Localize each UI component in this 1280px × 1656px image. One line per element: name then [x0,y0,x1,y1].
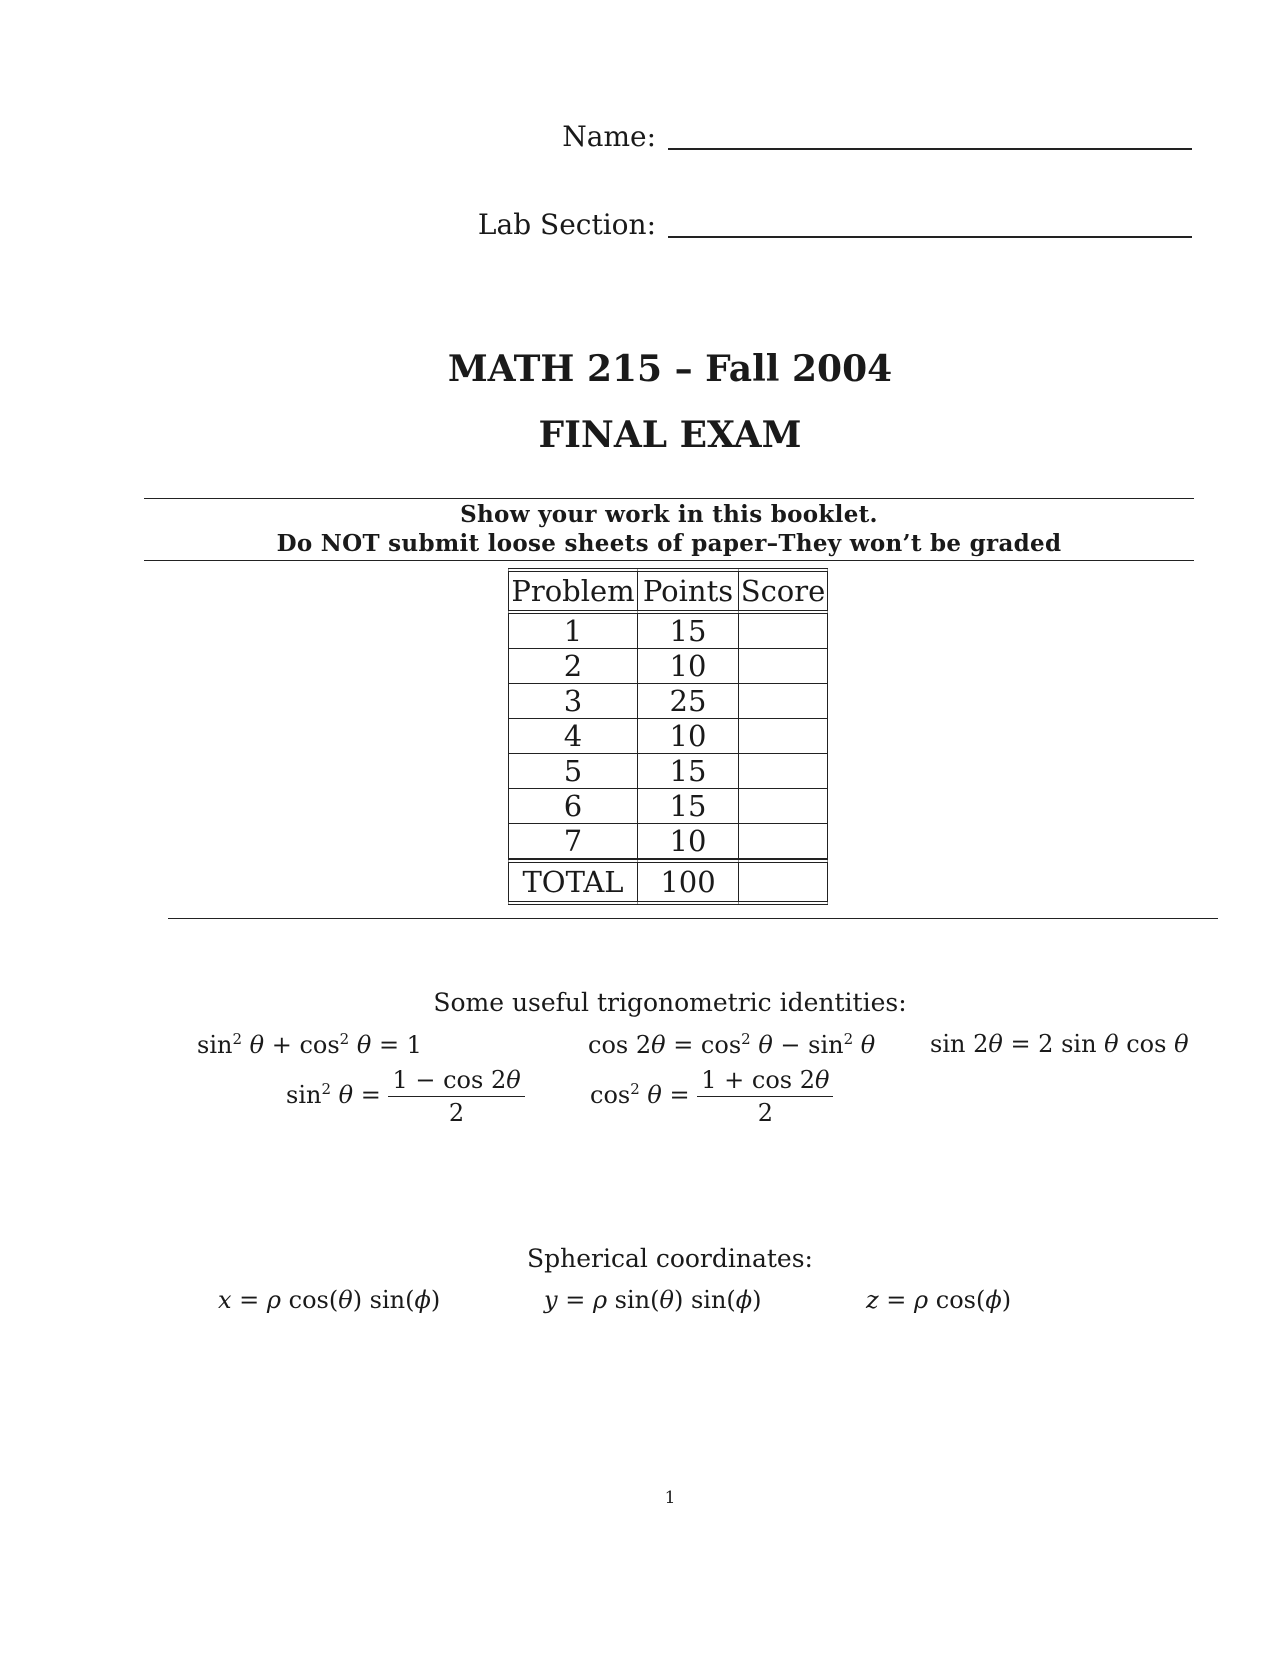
page-number: 1 [664,1488,676,1508]
trig-caption: Some useful trigonometric identities: [433,988,907,1017]
name-label: Name: [562,120,656,153]
score-table-header [508,568,828,614]
lab-section-label: Lab Section: [477,208,656,241]
double-angle-sine-identity: sin 2θ = 2 sin θ cos θ [930,1030,1189,1058]
total-points: 100 [637,859,738,905]
points-cell: 15 [637,789,738,824]
score-table [508,568,828,905]
header-problem: Problem [508,568,637,614]
score-cell[interactable] [738,719,828,754]
spherical-y-formula: y = ρ sin(θ) sin(ϕ) [544,1286,762,1314]
exam-title: FINAL EXAM [538,414,802,456]
score-cell[interactable] [738,684,828,719]
total-label: TOTAL [508,859,637,905]
instructions-line-2: Do NOT submit loose sheets of paper–They won’t be graded [276,530,1062,557]
lab-section-field[interactable] [668,236,1192,238]
table-row [508,719,828,754]
problem-cell: 7 [508,824,637,859]
score-cell[interactable] [738,754,828,789]
score-cell[interactable] [738,824,828,859]
table-row [508,614,828,649]
problem-cell: 4 [508,719,637,754]
score-cell[interactable] [738,614,828,649]
points-cell: 15 [637,614,738,649]
score-cell[interactable] [738,649,828,684]
header-points: Points [637,568,738,614]
problem-cell: 1 [508,614,637,649]
problem-cell: 6 [508,789,637,824]
points-cell: 25 [637,684,738,719]
score-cell[interactable] [738,789,828,824]
total-score-cell[interactable] [738,859,828,905]
problem-cell: 2 [508,649,637,684]
total-row [508,859,828,905]
points-cell: 15 [637,754,738,789]
table-row [508,649,828,684]
header-score: Score [738,568,828,614]
table-bottom-rule [168,918,1218,919]
name-field[interactable] [668,148,1192,150]
points-cell: 10 [637,824,738,859]
course-title: MATH 215 – Fall 2004 [447,348,893,390]
sine-squared-identity: $\sin^2 \theta$ = $\frac{1 - \cos 2\theta}{2}$ [286,1066,525,1127]
table-row [508,789,828,824]
table-row [508,754,828,789]
table-row [508,684,828,719]
problem-cell: 3 [508,684,637,719]
points-cell: 10 [637,649,738,684]
instructions-top-rule [144,498,1194,499]
instructions-line-1: Show your work in this booklet. [460,501,878,528]
double-angle-cosine-identity: $\cos 2\theta = \cos^2 \theta - \sin^2 \theta$ [588,1030,876,1059]
points-cell: 10 [637,719,738,754]
spherical-caption: Spherical coordinates: [527,1244,813,1273]
pythagorean-identity: $\sin^2 \theta + \cos^2 \theta = 1$ [197,1030,422,1059]
cosine-squared-identity: $\cos^2 \theta$ = $\frac{1 + \cos 2\theta}{2}$ [590,1066,833,1127]
table-row [508,824,828,859]
spherical-x-formula: x = ρ cos(θ) sin(ϕ) [218,1286,441,1314]
spherical-z-formula: z = ρ cos(ϕ) [866,1286,1012,1314]
instructions-bottom-rule [144,560,1194,561]
problem-cell: 5 [508,754,637,789]
